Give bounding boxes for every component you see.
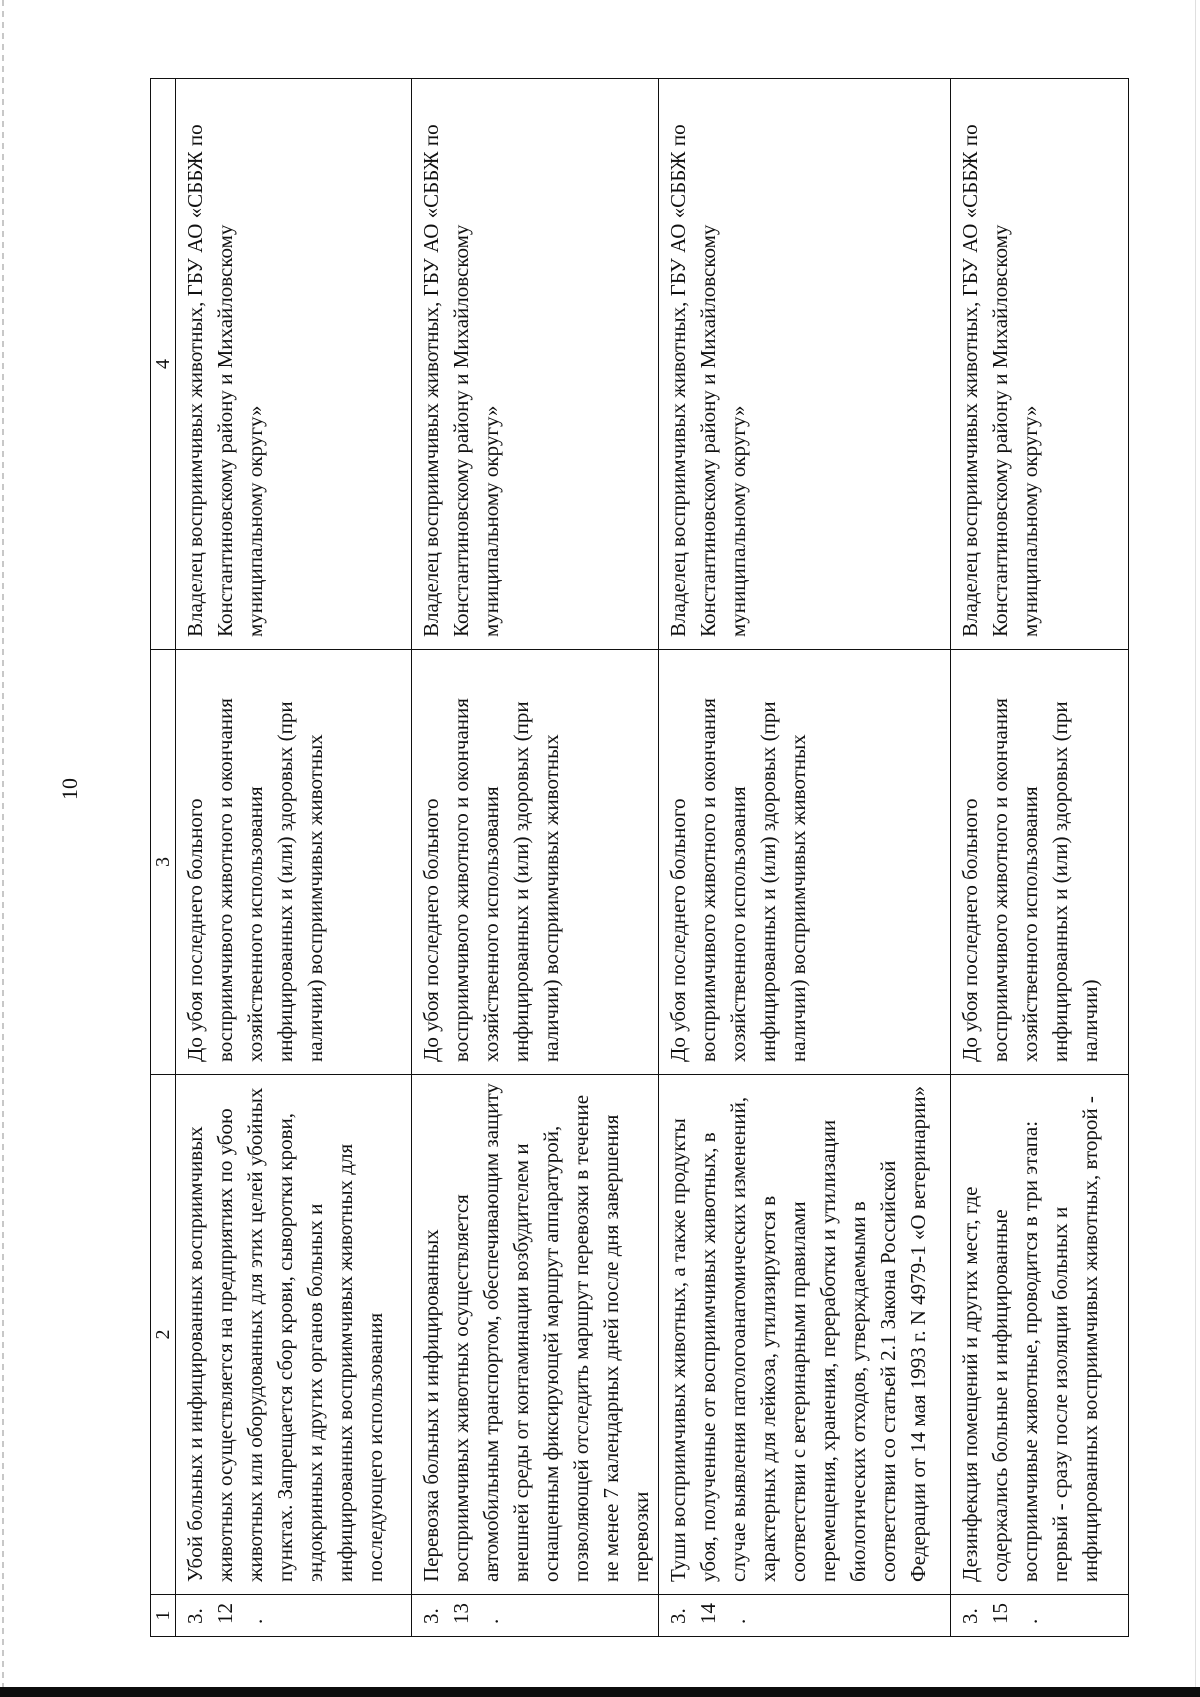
row-number: 3.14. (659, 1595, 951, 1637)
row-number: 3.13. (412, 1595, 659, 1637)
deadline-cell: До убоя последнего больного восприимчивого животного и окончания хозяйственного использования инфицированных и (или) здоровых (при наличии) восприимчивых животных (176, 650, 412, 1075)
deadline-cell: До убоя последнего больного восприимчивого животного и окончания хозяйственного использования инфицированных и (или) здоровых (при наличии) восприимчивых животных (659, 650, 951, 1075)
rotated-table-container (150, 79, 1110, 1637)
scan-right-edge (1195, 0, 1196, 1697)
responsible-cell: Владелец восприимчивых животных, ГБУ АО «СББЖ по Константиновскому району и Михайловскому муниципальному округу» (951, 79, 1129, 650)
table-rotation-wrapper (150, 79, 1110, 1637)
scan-left-edge (2, 0, 4, 1697)
measure-cell: Перевозка больных и инфицированных восприимчивых животных осуществляется автомобильным транспортом, обеспечивающим защиту внешней среды от контаминации возбудителем и оснащенным фиксирующей маршрут аппаратурой, позволяющей отследить маршрут перевозки в течение не менее 7 календарных дней после дня завершения перевозки (412, 1075, 659, 1595)
table-row (659, 79, 951, 1637)
header-col-3: 3 (151, 650, 176, 1075)
scan-bottom-edge (0, 1687, 1200, 1697)
page-number: 10 (57, 778, 82, 800)
table-row (412, 79, 659, 1637)
measure-cell: Дезинфекция помещений и других мест, где содержались больные и инфицированные восприимчивые животные, проводится в три этапа: первый - сразу после изоляции больных и инфицированных восприимчивых животных, второй - (951, 1075, 1129, 1595)
row-number: 3.12. (176, 1595, 412, 1637)
header-col-1: 1 (151, 1595, 176, 1637)
table-header-row (151, 79, 176, 1637)
header-col-4: 4 (151, 79, 176, 650)
measures-table (150, 78, 1129, 1637)
measure-cell: Убой больных и инфицированных восприимчивых животных осуществляется на предприятиях по убою животных или оборудованных для этих целей убойных пунктах. Запрещается сбор крови, сыворотки крови, эндокринных и других органов больных и инфицированных восприимчивых животных для последующего использования (176, 1075, 412, 1595)
responsible-cell: Владелец восприимчивых животных, ГБУ АО «СББЖ по Константиновскому району и Михайловскому муниципальному округу» (659, 79, 951, 650)
header-col-2: 2 (151, 1075, 176, 1595)
row-number: 3.15. (951, 1595, 1129, 1637)
responsible-cell: Владелец восприимчивых животных, ГБУ АО «СББЖ по Константиновскому району и Михайловскому муниципальному округу» (412, 79, 659, 650)
deadline-cell: До убоя последнего больного восприимчивого животного и окончания хозяйственного использования инфицированных и (или) здоровых (при наличии) (951, 650, 1129, 1075)
deadline-cell: До убоя последнего больного восприимчивого животного и окончания хозяйственного использования инфицированных и (или) здоровых (при наличии) восприимчивых животных (412, 650, 659, 1075)
table-row (176, 79, 412, 1637)
responsible-cell: Владелец восприимчивых животных, ГБУ АО «СББЖ по Константиновскому району и Михайловскому муниципальному округу» (176, 79, 412, 650)
table-row (951, 79, 1129, 1637)
measure-cell: Туши восприимчивых животных, а также продукты убоя, полученные от восприимчивых животных, в случае выявления патологоанатомических изменений, характерных для лейкоза, утилизируются в соответствии с ветеринарными правилами перемещения, хранения, переработки и утилизации биологических отходов, утверждаемыми в соответствии со статьей 2.1 Закона Российской Федерации от 14 мая 1993 г. N 4979-1 «О ветеринарии» (659, 1075, 951, 1595)
